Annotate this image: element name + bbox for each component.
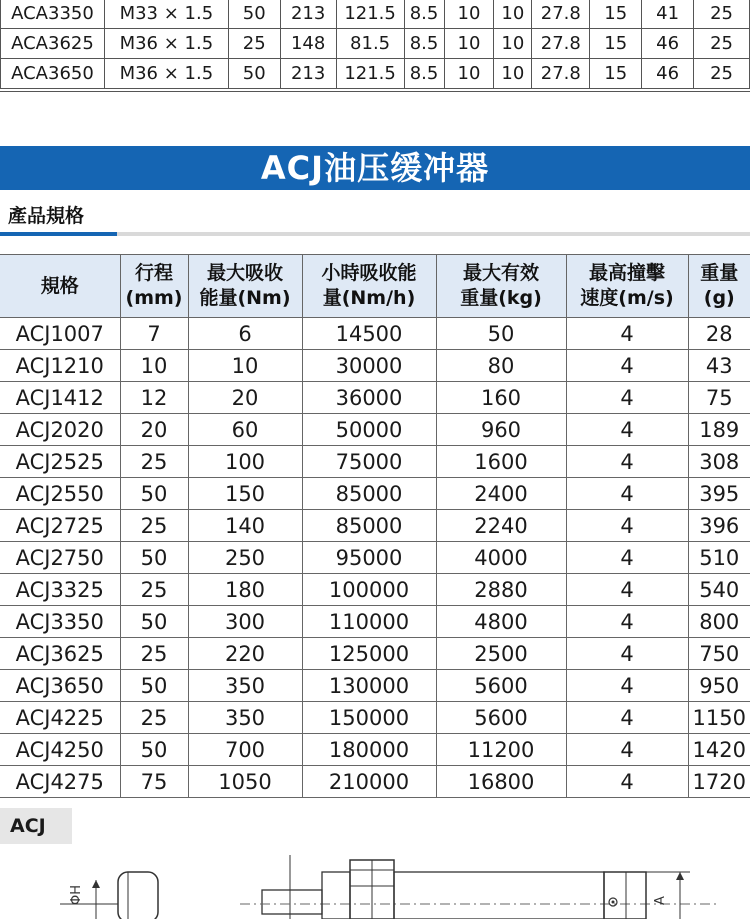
table-cell: 540 bbox=[688, 574, 750, 606]
table-cell: 950 bbox=[688, 670, 750, 702]
table-cell: 4 bbox=[566, 606, 688, 638]
table-cell: 213 bbox=[280, 0, 336, 29]
table-cell: 100000 bbox=[302, 574, 436, 606]
table-cell: 25 bbox=[120, 510, 188, 542]
column-header-line2: 速度(m/s) bbox=[580, 287, 674, 309]
table-cell: 95000 bbox=[302, 542, 436, 574]
table-cell: 4800 bbox=[436, 606, 566, 638]
table-cell: 4 bbox=[566, 350, 688, 382]
aca-table bbox=[0, 0, 750, 89]
table-row bbox=[0, 382, 750, 414]
table-row bbox=[0, 350, 750, 382]
column-header-line2: 量(Nm/h) bbox=[322, 287, 416, 309]
table-cell: 210000 bbox=[302, 766, 436, 798]
table-cell: 15 bbox=[590, 59, 642, 89]
table-cell: 8.5 bbox=[404, 59, 444, 89]
table-cell: 10 bbox=[188, 350, 302, 382]
table-cell: 510 bbox=[688, 542, 750, 574]
section-label: 產品規格 bbox=[8, 205, 85, 227]
table-cell: 6 bbox=[188, 318, 302, 350]
table-cell: 50 bbox=[228, 0, 280, 29]
model-cell: ACJ3625 bbox=[0, 638, 120, 670]
table-row bbox=[0, 446, 750, 478]
aca-table-fragment bbox=[0, 0, 750, 92]
column-header bbox=[688, 255, 750, 318]
table-cell: 8.5 bbox=[404, 0, 444, 29]
table-header-row bbox=[0, 255, 750, 318]
table-cell: 4 bbox=[566, 638, 688, 670]
table-cell: 7 bbox=[120, 318, 188, 350]
table-cell: 2880 bbox=[436, 574, 566, 606]
table-cell: 4 bbox=[566, 414, 688, 446]
table-cell: 4 bbox=[566, 318, 688, 350]
table-cell: 15 bbox=[590, 29, 642, 59]
table-row bbox=[0, 702, 750, 734]
table-cell: 15 bbox=[590, 0, 642, 29]
end-view bbox=[60, 872, 158, 919]
column-header-line1: 最大有效 bbox=[462, 262, 539, 284]
model-cell: ACJ2525 bbox=[0, 446, 120, 478]
table-cell: 110000 bbox=[302, 606, 436, 638]
table-cell: 140 bbox=[188, 510, 302, 542]
table-cell: 5600 bbox=[436, 670, 566, 702]
model-cell: ACJ2750 bbox=[0, 542, 120, 574]
column-header-line2: 重量(kg) bbox=[460, 287, 542, 309]
table-cell: 50 bbox=[120, 478, 188, 510]
model-cell: ACJ3650 bbox=[0, 670, 120, 702]
table-row bbox=[0, 606, 750, 638]
table-cell: 50 bbox=[436, 318, 566, 350]
table-cell: 180 bbox=[188, 574, 302, 606]
section-banner: ACJ油压缓冲器 bbox=[0, 146, 750, 190]
table-cell: 41 bbox=[642, 0, 694, 29]
table-cell: 50 bbox=[120, 606, 188, 638]
table-cell: 350 bbox=[188, 702, 302, 734]
table-row bbox=[0, 574, 750, 606]
table-cell: 960 bbox=[436, 414, 566, 446]
model-cell: ACJ1412 bbox=[0, 382, 120, 414]
table-row bbox=[0, 318, 750, 350]
column-header-line2: (g) bbox=[703, 287, 735, 309]
table-cell: 46 bbox=[642, 29, 694, 59]
table-cell: 213 bbox=[280, 59, 336, 89]
table-cell: 20 bbox=[120, 414, 188, 446]
table-row bbox=[0, 510, 750, 542]
table-cell: 396 bbox=[688, 510, 750, 542]
table-cell: 1420 bbox=[688, 734, 750, 766]
table-cell: 10 bbox=[494, 29, 532, 59]
model-cell: ACJ2020 bbox=[0, 414, 120, 446]
table-cell: 1600 bbox=[436, 446, 566, 478]
table-cell: 85000 bbox=[302, 510, 436, 542]
table-cell: M36 × 1.5 bbox=[104, 59, 228, 89]
table-cell: 81.5 bbox=[336, 29, 404, 59]
table-cell: 12 bbox=[120, 382, 188, 414]
column-header bbox=[566, 255, 688, 318]
table-cell: 60 bbox=[188, 414, 302, 446]
table-row bbox=[0, 478, 750, 510]
column-header-line1: 最高撞擊 bbox=[588, 262, 665, 284]
table-cell: 250 bbox=[188, 542, 302, 574]
column-header bbox=[302, 255, 436, 318]
table-cell: 25 bbox=[694, 59, 750, 89]
drawing-section-label: ACJ bbox=[0, 808, 72, 844]
table-cell: 1050 bbox=[188, 766, 302, 798]
table-cell: 8.5 bbox=[404, 29, 444, 59]
column-header-line1: 小時吸收能 bbox=[321, 262, 417, 284]
table-cell: 20 bbox=[188, 382, 302, 414]
table-cell: 150 bbox=[188, 478, 302, 510]
table-cell: 220 bbox=[188, 638, 302, 670]
model-cell: ACJ3325 bbox=[0, 574, 120, 606]
column-header bbox=[188, 255, 302, 318]
table-cell: 2400 bbox=[436, 478, 566, 510]
table-cell: 5600 bbox=[436, 702, 566, 734]
column-header bbox=[436, 255, 566, 318]
table-row bbox=[0, 638, 750, 670]
dim-label-a: A bbox=[653, 896, 668, 905]
table-cell: 30000 bbox=[302, 350, 436, 382]
table-cell: 4 bbox=[566, 446, 688, 478]
column-header-line1: 重量 bbox=[700, 262, 739, 284]
table-cell: 25 bbox=[120, 574, 188, 606]
table-cell: 2240 bbox=[436, 510, 566, 542]
table-cell: 10 bbox=[444, 59, 494, 89]
table-cell: ACA3650 bbox=[1, 59, 105, 89]
table-cell: 10 bbox=[494, 59, 532, 89]
table-cell: 10 bbox=[120, 350, 188, 382]
model-cell: ACJ4250 bbox=[0, 734, 120, 766]
table-cell: 125000 bbox=[302, 638, 436, 670]
table-cell: 25 bbox=[120, 702, 188, 734]
table-cell: 27.8 bbox=[532, 59, 590, 89]
table-cell: 36000 bbox=[302, 382, 436, 414]
table-cell: M33 × 1.5 bbox=[104, 0, 228, 29]
dim-label-h: ΦH bbox=[69, 884, 84, 905]
acj-spec-table bbox=[0, 254, 750, 798]
table-row bbox=[0, 734, 750, 766]
table-row bbox=[0, 414, 750, 446]
table-cell: 16800 bbox=[436, 766, 566, 798]
table-cell: 14500 bbox=[302, 318, 436, 350]
table-cell: 395 bbox=[688, 478, 750, 510]
table-row bbox=[0, 542, 750, 574]
table-cell: 25 bbox=[120, 446, 188, 478]
column-header bbox=[0, 255, 120, 318]
table-cell: 1150 bbox=[688, 702, 750, 734]
table-row bbox=[1, 59, 750, 89]
table-cell: 25 bbox=[228, 29, 280, 59]
table-cell: 350 bbox=[188, 670, 302, 702]
table-cell: 700 bbox=[188, 734, 302, 766]
column-header bbox=[120, 255, 188, 318]
table-cell: 4 bbox=[566, 542, 688, 574]
column-header-line1: 規格 bbox=[40, 274, 79, 297]
model-cell: ACJ4275 bbox=[0, 766, 120, 798]
table-cell: 121.5 bbox=[336, 59, 404, 89]
table-cell: 25 bbox=[120, 638, 188, 670]
table-cell: 180000 bbox=[302, 734, 436, 766]
model-cell: ACJ4225 bbox=[0, 702, 120, 734]
table-row bbox=[1, 29, 750, 59]
table-cell: 50 bbox=[120, 542, 188, 574]
table-cell: 4 bbox=[566, 382, 688, 414]
table-cell: 25 bbox=[694, 29, 750, 59]
model-cell: ACJ2550 bbox=[0, 478, 120, 510]
table-cell: 100 bbox=[188, 446, 302, 478]
table-row bbox=[0, 670, 750, 702]
model-cell: ACJ3350 bbox=[0, 606, 120, 638]
table-cell: 75 bbox=[688, 382, 750, 414]
table-cell: 800 bbox=[688, 606, 750, 638]
column-header-line2: (mm) bbox=[125, 287, 183, 309]
table-cell: 4 bbox=[566, 574, 688, 606]
table-cell: 10 bbox=[494, 0, 532, 29]
table-cell: 10 bbox=[444, 29, 494, 59]
table-cell: 4 bbox=[566, 766, 688, 798]
table-cell: 43 bbox=[688, 350, 750, 382]
model-cell: ACJ1007 bbox=[0, 318, 120, 350]
table-cell: 10 bbox=[444, 0, 494, 29]
table-cell: 189 bbox=[688, 414, 750, 446]
table-cell: 300 bbox=[188, 606, 302, 638]
side-view bbox=[240, 855, 720, 919]
table-cell: M36 × 1.5 bbox=[104, 29, 228, 59]
table-cell: 75000 bbox=[302, 446, 436, 478]
table-row bbox=[0, 766, 750, 798]
column-header-line1: 行程 bbox=[134, 262, 173, 284]
table-cell: 27.8 bbox=[532, 0, 590, 29]
table-cell: 148 bbox=[280, 29, 336, 59]
table-cell: 130000 bbox=[302, 670, 436, 702]
table-cell: 4 bbox=[566, 478, 688, 510]
table-cell: 2500 bbox=[436, 638, 566, 670]
table-cell: ACA3625 bbox=[1, 29, 105, 59]
table-cell: 27.8 bbox=[532, 29, 590, 59]
table-cell: 4000 bbox=[436, 542, 566, 574]
table-cell: 11200 bbox=[436, 734, 566, 766]
table-cell: 750 bbox=[688, 638, 750, 670]
table-cell: 160 bbox=[436, 382, 566, 414]
table-cell: 50 bbox=[228, 59, 280, 89]
table-cell: 25 bbox=[694, 0, 750, 29]
table-cell: 4 bbox=[566, 670, 688, 702]
table-row bbox=[1, 0, 750, 29]
table-cell: 4 bbox=[566, 510, 688, 542]
column-header-line2: 能量(Nm) bbox=[199, 287, 291, 309]
table-cell: 50000 bbox=[302, 414, 436, 446]
table-cell: 4 bbox=[566, 702, 688, 734]
table-cell: 121.5 bbox=[336, 0, 404, 29]
table-cell: 150000 bbox=[302, 702, 436, 734]
table-cell: 50 bbox=[120, 734, 188, 766]
table-cell: 308 bbox=[688, 446, 750, 478]
table-cell: 50 bbox=[120, 670, 188, 702]
table-cell: 85000 bbox=[302, 478, 436, 510]
table-cell: 4 bbox=[566, 734, 688, 766]
table-cell: 28 bbox=[688, 318, 750, 350]
acj-dimension-drawing bbox=[0, 850, 750, 919]
model-cell: ACJ1210 bbox=[0, 350, 120, 382]
table-cell: 80 bbox=[436, 350, 566, 382]
table-cell: 75 bbox=[120, 766, 188, 798]
table-cell: 1720 bbox=[688, 766, 750, 798]
model-cell: ACJ2725 bbox=[0, 510, 120, 542]
table-cell: 46 bbox=[642, 59, 694, 89]
column-header-line1: 最大吸收 bbox=[206, 262, 283, 284]
section-divider-accent bbox=[0, 232, 117, 236]
table-cell: ACA3350 bbox=[1, 0, 105, 29]
